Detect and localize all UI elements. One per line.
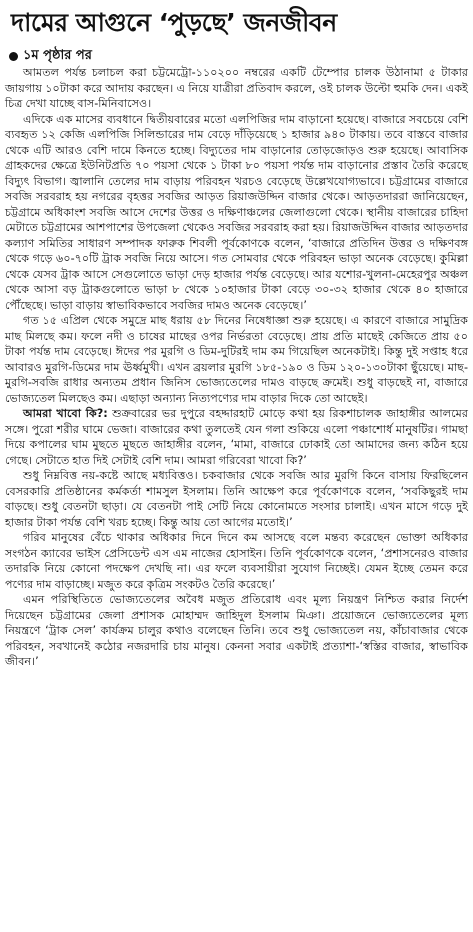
paragraph-4 xyxy=(5,406,468,468)
bullet-icon xyxy=(9,52,18,61)
paragraph-6: গরিব মানুষের বেঁচে থাকার অধিকার দিনে দিনে কম আসছে বলে মন্তব্য করেছেন ভোক্তা অধিকার সংগঠন ক্যাবের ভাইস প্রেসিডেন্ট এস এম নাজের হোসাইন। তিনি পূর্বকোণকে বলেন, ‘প্রশাসনেরও বাজার তদারকি নিয়ে কোনো পদক্ষেপ দেখছি না। এর ফলে ব্যবসায়ীরা সুযোগ নিচ্ছেই। যেমন ইচ্ছে তেমন করে পণ্যের দাম বাড়াচ্ছে। মজুত করে কৃত্রিম সংকটও তৈরি করেছে।’ xyxy=(5,531,468,591)
paragraph-5: শুধু নিম্নবিত্ত নয়-কষ্টে আছে মধ্যবিত্তও। চকবাজার থেকে সবজি আর মুরগি কিনে বাসায় ফিরছিলেন বেসরকারি প্রতিষ্ঠানের কর্মকর্তা শামসুল ইসলাম। তিনি আক্ষেপ করে পূর্বকোণকে বলেন, ‘সবকিছুরই দাম বাড়ছে। শুধু বেতনটা ছাড়া। যে বেতনটা পাই সেটি নিয়ে কোনোমতে সংসার চালাই। এখন মাসে গড়ে দুই হাজার টাকা পর্যন্ত বেশি খরচ হচ্ছে। কিন্তু আয় তো আগের মতোই।’ xyxy=(5,469,468,529)
continued-from-label: ১ম পৃষ্ঠার পর xyxy=(23,48,92,63)
inline-subhead: আমরা খাবো কি?: xyxy=(23,407,108,420)
paragraph-1: আমতল পর্যন্ত চলাচল করা চট্টমেট্রো-১১০২০০ নম্বরের একটি টেম্পোর চালক উঠানামা ৫ টাকার জায়গায় ১০টাকা করে আদায় করছেন। এ নিয়ে যাত্রীরা প্রতিবাদ করলে, ওই চালক উল্টো হুমকি দেন। একই চিত্র দেখা যাচ্ছে বাস-মিনিবাসেও। xyxy=(5,66,468,110)
continued-marker xyxy=(9,48,468,64)
headline: দামের আগুনে ‘পুড়ছে’ জনজীবন xyxy=(11,8,337,37)
paragraph-3: গত ১৫ এপ্রিল থেকে সমুদ্রে মাছ ধরায় ৫৮ দিনের নিষেধাজ্ঞা শুরু হয়েছে। এ কারণে বাজারে সামুদ্রিক মাছ মিলছে কম। ফলে নদী ও চাষের মাছের ওপর নির্ভরতা বেড়েছে। প্রায় প্রতি মাছেই কেজিতে প্রায় ৫০ টাকা পর্যন্ত দাম বেড়েছে। ঈদের পর মুরগি ও ডিম-দুটিরই দাম কম গিয়েছিল অনেকটাই। কিন্তু দুই সপ্তাহ ধরে আবারও মুরগি-ডিমের দাম ঊর্ধ্বমুখী। এখন ব্রয়লার মুরগি ১৮৫-১৯০ ও ডিম ১২০-১৩০টাকা ছুঁয়েছে। মাছ-মুরগি-সবজি রাধার অন্যতম প্রধান জিনিস ভোজ্যতেলের দামও বাড়ছে ক্রমেই। শুধু বাড়ছেই না, বাজারে ভোজ্যতেল মিলছেও কম। এছাড়া অন্যান্য নিত্যপণ্যের দাম বাড়ার দিকে তো আছেই। xyxy=(5,314,468,405)
paragraph-2: এদিকে এক মাসের ব্যবধানে দ্বিতীয়বারের মতো এলপিজির দাম বাড়ানো হয়েছে। বাজারে সবচেয়ে বেশি ব্যবহৃত ১২ কেজি এলপিজি সিলিন্ডারের দাম বেড়ে দাঁড়িয়েছে ১ হাজার ৯৪০ টাকায়। তবে বাস্তবে বাজার থেকে এটি আরও বেশি দামে কিনতে হচ্ছে। বিদ্যুতের দাম বাড়ানোর তোড়জোড়ও শুরু হয়েছে। আবাসিক গ্রাহকদের ক্ষেত্রে ইউনিটপ্রতি ৭০ পয়সা থেকে ১ টাকা ৮০ পয়সা পর্যন্ত দাম বাড়ানোর প্রস্তাব তৈরি করেছে বিদ্যুৎ বিভাগ। জ্বালানি তেলের দাম বাড়ায় পরিবহন খরচও বেড়েছে উল্লেখযোগ্যভাবে। চট্টগ্রামের বাজারে সবজি সরবরাহ হয় নগরের বৃহত্তর সবজির আড়ত রিয়াজউদ্দিন বাজার থেকে। আড়তদাররা জানিয়েছেন, চট্টগ্রামে অধিকাংশ সবজি আসে দেশের উত্তর ও দক্ষিণাঞ্চলের জেলাগুলো থেকে। স্থানীয় বাজারের চাহিদা মেটাতে চট্টগ্রামের আশপাশের উপজেলা থেকেও সবজির সরবরাহ করা হয়। রিয়াজউদ্দিন বাজার আড়তদার কল্যাণ সমিতির সাধারণ সম্পাদক ফারুক শিবলী পূর্বকোণকে বলেন, ‘বাজারে প্রতিদিন উত্তর ও দক্ষিণবঙ্গ থেকে গড়ে ৬০-৭০টি ট্রাক সবজি নিয়ে আসে। গত সোমবার থেকে পরিবহন ভাড়া অনেক বেড়েছে। কুমিল্লা থেকে যেসব ট্রাক আসে সেগুলোতে ভাড়া দেড় হাজার পর্যন্ত বেড়েছে। আর যশোর-খুলনা-মেহেরপুর অঞ্চল থেকে আসা বড় ট্রাকগুলোতে ভাড়া ৮ থেকে ১০হাজার টাকা বেড়ে ৩০-৩২ হাজার থেকে ৪০ হাজারে পৌঁছেছে। ভাড়া বাড়ায় স্বাভাবিকভাবে সবজির দামও অনেক বেড়েছে।’ xyxy=(5,112,468,312)
paragraph-7: এমন পরিস্থিতিতে ভোজ্যতেলের অবৈধ মজুত প্রতিরোধ এবং মূল্য নিয়ন্ত্রণ নিশ্চিত করার নির্দেশ দিয়েছেন চট্টগ্রামের জেলা প্রশাসক মোহাম্মদ জাহিদুল ইসলাম মিঞা। প্রয়োজনে ভোজ্যতেলের মূল্য নিয়ন্ত্রণে ‘ট্রাক সেল’ কার্যক্রম চালুর কথাও বলেছেন তিনি। তবে শুধু ভোজ্যতেল নয়, কাঁচাবাজার থেকে পরিবহন, সবখানেই কঠোর নজরদারি চায় মানুষ। কেননা সবার একটাই প্রত্যাশা-‘স্বস্তির বাজার, স্বাভাবিক জীবন।’ xyxy=(5,593,468,668)
paragraph-4-text: শুক্রবারের ভর দুপুরে বহদ্দারহাট মোড়ে কথা হয় রিকশাচালক জাহাঙ্গীর আলমের সঙ্গে। পুরো শরীর ঘামে ভেজা। বাজারের কথা তুলতেই যেন গলা শুকিয়ে এলো পঞ্চাশোর্ধ মানুষটির। গামছা দিয়ে কপালের ঘাম মুছতে মুছতে জাহাঙ্গীর বলেন, ‘মামা, বাজারে ঢোকাই তো আমাদের জন্য কঠিন হয়ে গেছে। সেটাতে হাত দিই সেটাই বেশি দাম। আমরা গরিবেরা খাবো কি?’ xyxy=(5,407,468,467)
